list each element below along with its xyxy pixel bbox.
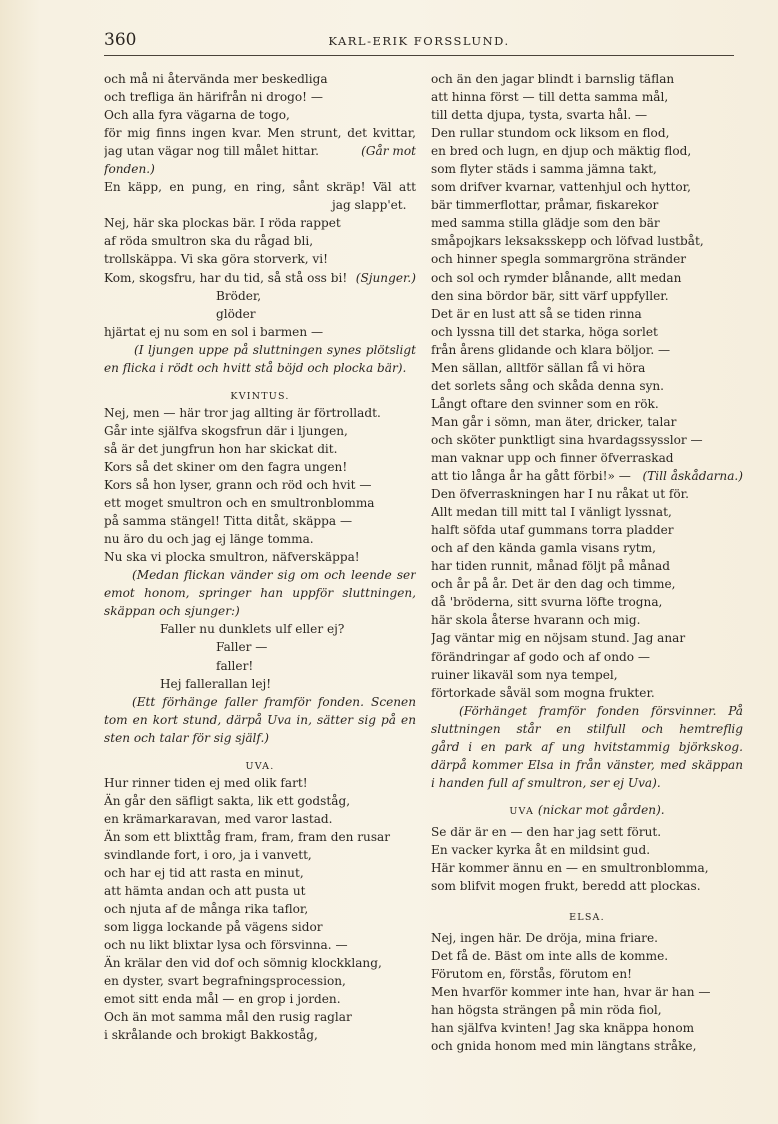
verse-line: med samma stilla glädje som den bär bbox=[431, 216, 660, 231]
verse-line: glöder bbox=[216, 306, 256, 321]
stage-direction: en flicka i rödt och hvitt stå böjd och plocka bär). bbox=[104, 360, 407, 375]
verse-line: och sol och rymder blånande, allt medan bbox=[431, 270, 682, 285]
verse-line: i skrålande och brokigt Bakkoståg, bbox=[104, 1028, 318, 1043]
stage-direction: tom en kort stund, därpå Uva in, sätter sig på en bbox=[104, 712, 416, 727]
verse-line: och af den kända gamla visans rytm, bbox=[431, 541, 656, 556]
stage-direction: (Går mot bbox=[361, 144, 416, 159]
verse-line: nu äro du och jag ej länge tomma. bbox=[104, 532, 314, 547]
stage-direction: skäppan och sjunger:) bbox=[104, 604, 240, 619]
verse-line: och nu likt blixtar lysa och försvinna. — bbox=[104, 938, 348, 953]
verse-line: Och än mot samma mål den rusig raglar bbox=[104, 1010, 352, 1025]
verse-line: förändringar af godo och af ondo — bbox=[431, 649, 650, 664]
verse-line: Går inte själfva skogsfrun där i ljungen, bbox=[104, 423, 348, 438]
verse-line: En vacker kyrka åt en mildsint gud. bbox=[431, 842, 651, 857]
verse-line: Nej, ingen här. De dröja, mina friare. bbox=[431, 931, 658, 946]
verse-line: af röda smultron ska du rågad bli, bbox=[104, 234, 314, 249]
verse-text: att tio långa år ha gått förbi!» — bbox=[431, 469, 631, 484]
verse-line: en bred och lugn, en djup och mäktig flod, bbox=[431, 144, 692, 159]
stage-direction: (Till åskådarna.) bbox=[642, 469, 743, 484]
verse-line: en krämarkaravan, med varor lastad. bbox=[104, 811, 333, 826]
stage-direction: fonden.) bbox=[104, 162, 155, 177]
speaker-name: UVA. bbox=[245, 760, 275, 772]
verse-line: och njuta af de många rika taflor, bbox=[104, 902, 309, 917]
verse-line: svindlande fort, i oro, ja i vanvett, bbox=[104, 847, 312, 862]
verse-line: småpojkars leksaksskepp och löfvad lustbåt, bbox=[431, 234, 704, 249]
verse-line: faller! bbox=[216, 658, 254, 673]
stage-direction: (Förhänget framför fonden försvinner. På bbox=[459, 703, 743, 718]
verse-line: man vaknar upp och finner öfverraskad bbox=[431, 450, 674, 465]
verse-line: så är det jungfrun hon har skickat dit. bbox=[104, 441, 338, 456]
verse-line: som blifvit mogen frukt, beredd att plockas. bbox=[431, 879, 701, 894]
verse-line: Än krälar den vid dof och sömnig klockklang, bbox=[104, 956, 382, 971]
verse-line: Faller — bbox=[216, 640, 268, 655]
verse-line: Hej fallerallan lej! bbox=[160, 676, 272, 691]
verse-line: Det få de. Bäst om inte alls de komme. bbox=[431, 949, 669, 964]
verse-line: Jag väntar mig en nöjsam stund. Jag anar bbox=[431, 631, 686, 646]
verse-line: Långt oftare den svinner som en rök. bbox=[431, 396, 659, 411]
verse-line: Och alla fyra vägarna de togo, bbox=[104, 108, 290, 123]
verse-line: och gnida honom med min längtans stråke, bbox=[431, 1039, 697, 1054]
verse-line: från årens glidande och klara böljor. — bbox=[431, 342, 671, 357]
verse-line: det sorlets sång och skåda denna syn. bbox=[431, 378, 665, 393]
verse-line: som drifver kvarnar, vattenhjul och hyttor, bbox=[431, 180, 691, 195]
stage-direction: (Sjunger.) bbox=[355, 270, 416, 285]
verse-text: Kom, skogsfru, har du tid, så stå oss bi! bbox=[104, 270, 348, 285]
verse-line: emot sitt enda mål — en grop i jorden. bbox=[104, 992, 341, 1007]
verse-line: ett moget smultron och en smultronblomma bbox=[104, 496, 375, 511]
verse-line: jag slapp'et. bbox=[332, 198, 407, 213]
verse-line: har tiden runnit, månad följt på månad bbox=[431, 559, 671, 574]
verse-line: och än den jagar blindt i barnslig täflan bbox=[431, 72, 675, 86]
verse-line: för mig finns ingen kvar. Men strunt, det kvittar, bbox=[104, 126, 416, 141]
stage-direction: (nickar mot gården). bbox=[537, 802, 665, 817]
verse-line: Faller nu dunklets ulf eller ej? bbox=[160, 622, 345, 637]
verse-line: En käpp, en pung, en ring, sånt skräp! Väl att bbox=[104, 180, 416, 195]
verse-text: jag utan vägar nog till målet hittar. bbox=[104, 144, 319, 159]
running-head: KARL-ERIK FORSSLUND. bbox=[328, 34, 510, 48]
verse-line: och hinner spegla sommargröna stränder bbox=[431, 252, 687, 267]
verse-line: och sköter punktligt sina hvardagssysslor — bbox=[431, 432, 703, 447]
speaker-name: KVINTUS. bbox=[230, 390, 290, 402]
verse-line: Bröder, bbox=[216, 288, 262, 303]
verse-line: förtorkade såväl som mogna frukter. bbox=[431, 685, 655, 700]
verse-line: Nej, här ska plockas bär. I röda rappet bbox=[104, 216, 341, 231]
verse-line bbox=[104, 142, 416, 160]
right-column bbox=[431, 70, 743, 1055]
verse-line: och har ej tid att rasta en minut, bbox=[104, 866, 304, 881]
verse-line bbox=[431, 467, 743, 485]
verse-line: den sina bördor bär, sitt värf uppfyller. bbox=[431, 288, 669, 303]
verse-line: Man går i sömn, man äter, dricker, talar bbox=[431, 414, 677, 429]
verse-line: Kors så hon lyser, grann och röd och hvit — bbox=[104, 478, 372, 493]
verse-line: att hämta andan och att pusta ut bbox=[104, 884, 306, 899]
stage-direction: (I ljungen uppe på sluttningen synes plötsligt bbox=[134, 342, 416, 357]
stage-direction: sten och talar för sig själf.) bbox=[104, 730, 270, 745]
verse-line: att hinna först — till detta samma mål, bbox=[431, 90, 669, 105]
stage-direction: därpå kommer Elsa in från vänster, med skäppan bbox=[431, 757, 743, 772]
verse-line: halft söfda utaf gummans torra pladder bbox=[431, 523, 674, 538]
verse-line: hjärtat ej nu som en sol i barmen — bbox=[104, 324, 324, 339]
stage-direction: emot honom, springer han uppför sluttningen, bbox=[104, 586, 416, 601]
verse-line: och år på år. Det är den dag och timme, bbox=[431, 577, 676, 592]
verse-line: och må ni återvända mer beskedliga bbox=[104, 72, 328, 86]
verse-line: Se där är en — den har jag sett förut. bbox=[431, 824, 662, 839]
left-column bbox=[104, 70, 416, 1044]
verse-line: och trefliga än härifrån ni drogo! — bbox=[104, 90, 323, 105]
verse-line: Än går den säfligt sakta, lik ett godståg, bbox=[104, 793, 351, 808]
verse-line: Än som ett blixttåg fram, fram, fram den rusar bbox=[104, 829, 391, 844]
stage-direction: (Medan flickan vänder sig om och leende ser bbox=[132, 568, 416, 583]
verse-line: på samma stängel! Titta ditåt, skäppa — bbox=[104, 514, 353, 529]
page-header bbox=[104, 30, 734, 54]
stage-direction: (Ett förhänge faller framför fonden. Scenen bbox=[132, 694, 416, 709]
header-rule bbox=[104, 55, 734, 56]
speaker-line bbox=[431, 801, 743, 819]
verse-line: bär timmerflottar, pråmar, fiskarekor bbox=[431, 198, 659, 213]
verse-line bbox=[104, 269, 416, 287]
page-number: 360 bbox=[104, 30, 137, 50]
stage-direction: sluttningen står en stilfull och hemtreflig bbox=[431, 721, 743, 736]
verse-line: trollskäppa. Vi ska göra storverk, vi! bbox=[104, 252, 328, 267]
verse-line: som ligga lockande på vägens sidor bbox=[104, 920, 323, 935]
verse-line: som flyter städs i samma jämna takt, bbox=[431, 162, 657, 177]
verse-line: han själfva kvinten! Jag ska knäppa honom bbox=[431, 1021, 695, 1036]
verse-line: Allt medan till mitt tal I vänligt lyssnat, bbox=[431, 505, 672, 520]
stage-direction: gård i en park af ung hvitstammig björkskog. bbox=[431, 739, 743, 754]
verse-line: Den rullar stundom ock liksom en flod, bbox=[431, 126, 670, 141]
verse-line: Den öfverraskningen har I nu råkat ut för. bbox=[431, 487, 689, 502]
speaker-name: ELSA. bbox=[569, 912, 605, 924]
stage-direction: i handen full af smultron, ser ej Uva). bbox=[431, 775, 661, 790]
verse-line: Här kommer ännu en — en smultronblomma, bbox=[431, 861, 709, 876]
verse-line: till detta djupa, tysta, svarta hål. — bbox=[431, 108, 648, 123]
verse-line: en dyster, svart begrafningsprocession, bbox=[104, 974, 346, 989]
verse-line: Men hvarför kommer inte han, hvar är han — bbox=[431, 985, 711, 1000]
verse-line: här skola återse hvarann och mig. bbox=[431, 613, 641, 628]
verse-line: Hur rinner tiden ej med olik fart! bbox=[104, 775, 308, 790]
verse-line: Kors så det skiner om den fagra ungen! bbox=[104, 459, 348, 474]
verse-line: Förutom en, förstås, förutom en! bbox=[431, 967, 632, 982]
verse-line: Nej, men — här tror jag allting är förtrolladt. bbox=[104, 405, 381, 420]
verse-line: Det är en lust att så se tiden rinna bbox=[431, 306, 642, 321]
verse-line: då 'bröderna, sitt svurna löfte trogna, bbox=[431, 595, 663, 610]
speaker-name: UVA bbox=[509, 805, 535, 817]
verse-line: Men sällan, alltför sällan få vi höra bbox=[431, 360, 646, 375]
verse-line: ruiner likaväl som nya tempel, bbox=[431, 667, 618, 682]
verse-line: han högsta strängen på min röda fiol, bbox=[431, 1003, 662, 1018]
verse-line: Nu ska vi plocka smultron, näfverskäppa! bbox=[104, 550, 360, 565]
verse-line: och lyssna till det starka, höga sorlet bbox=[431, 324, 658, 339]
